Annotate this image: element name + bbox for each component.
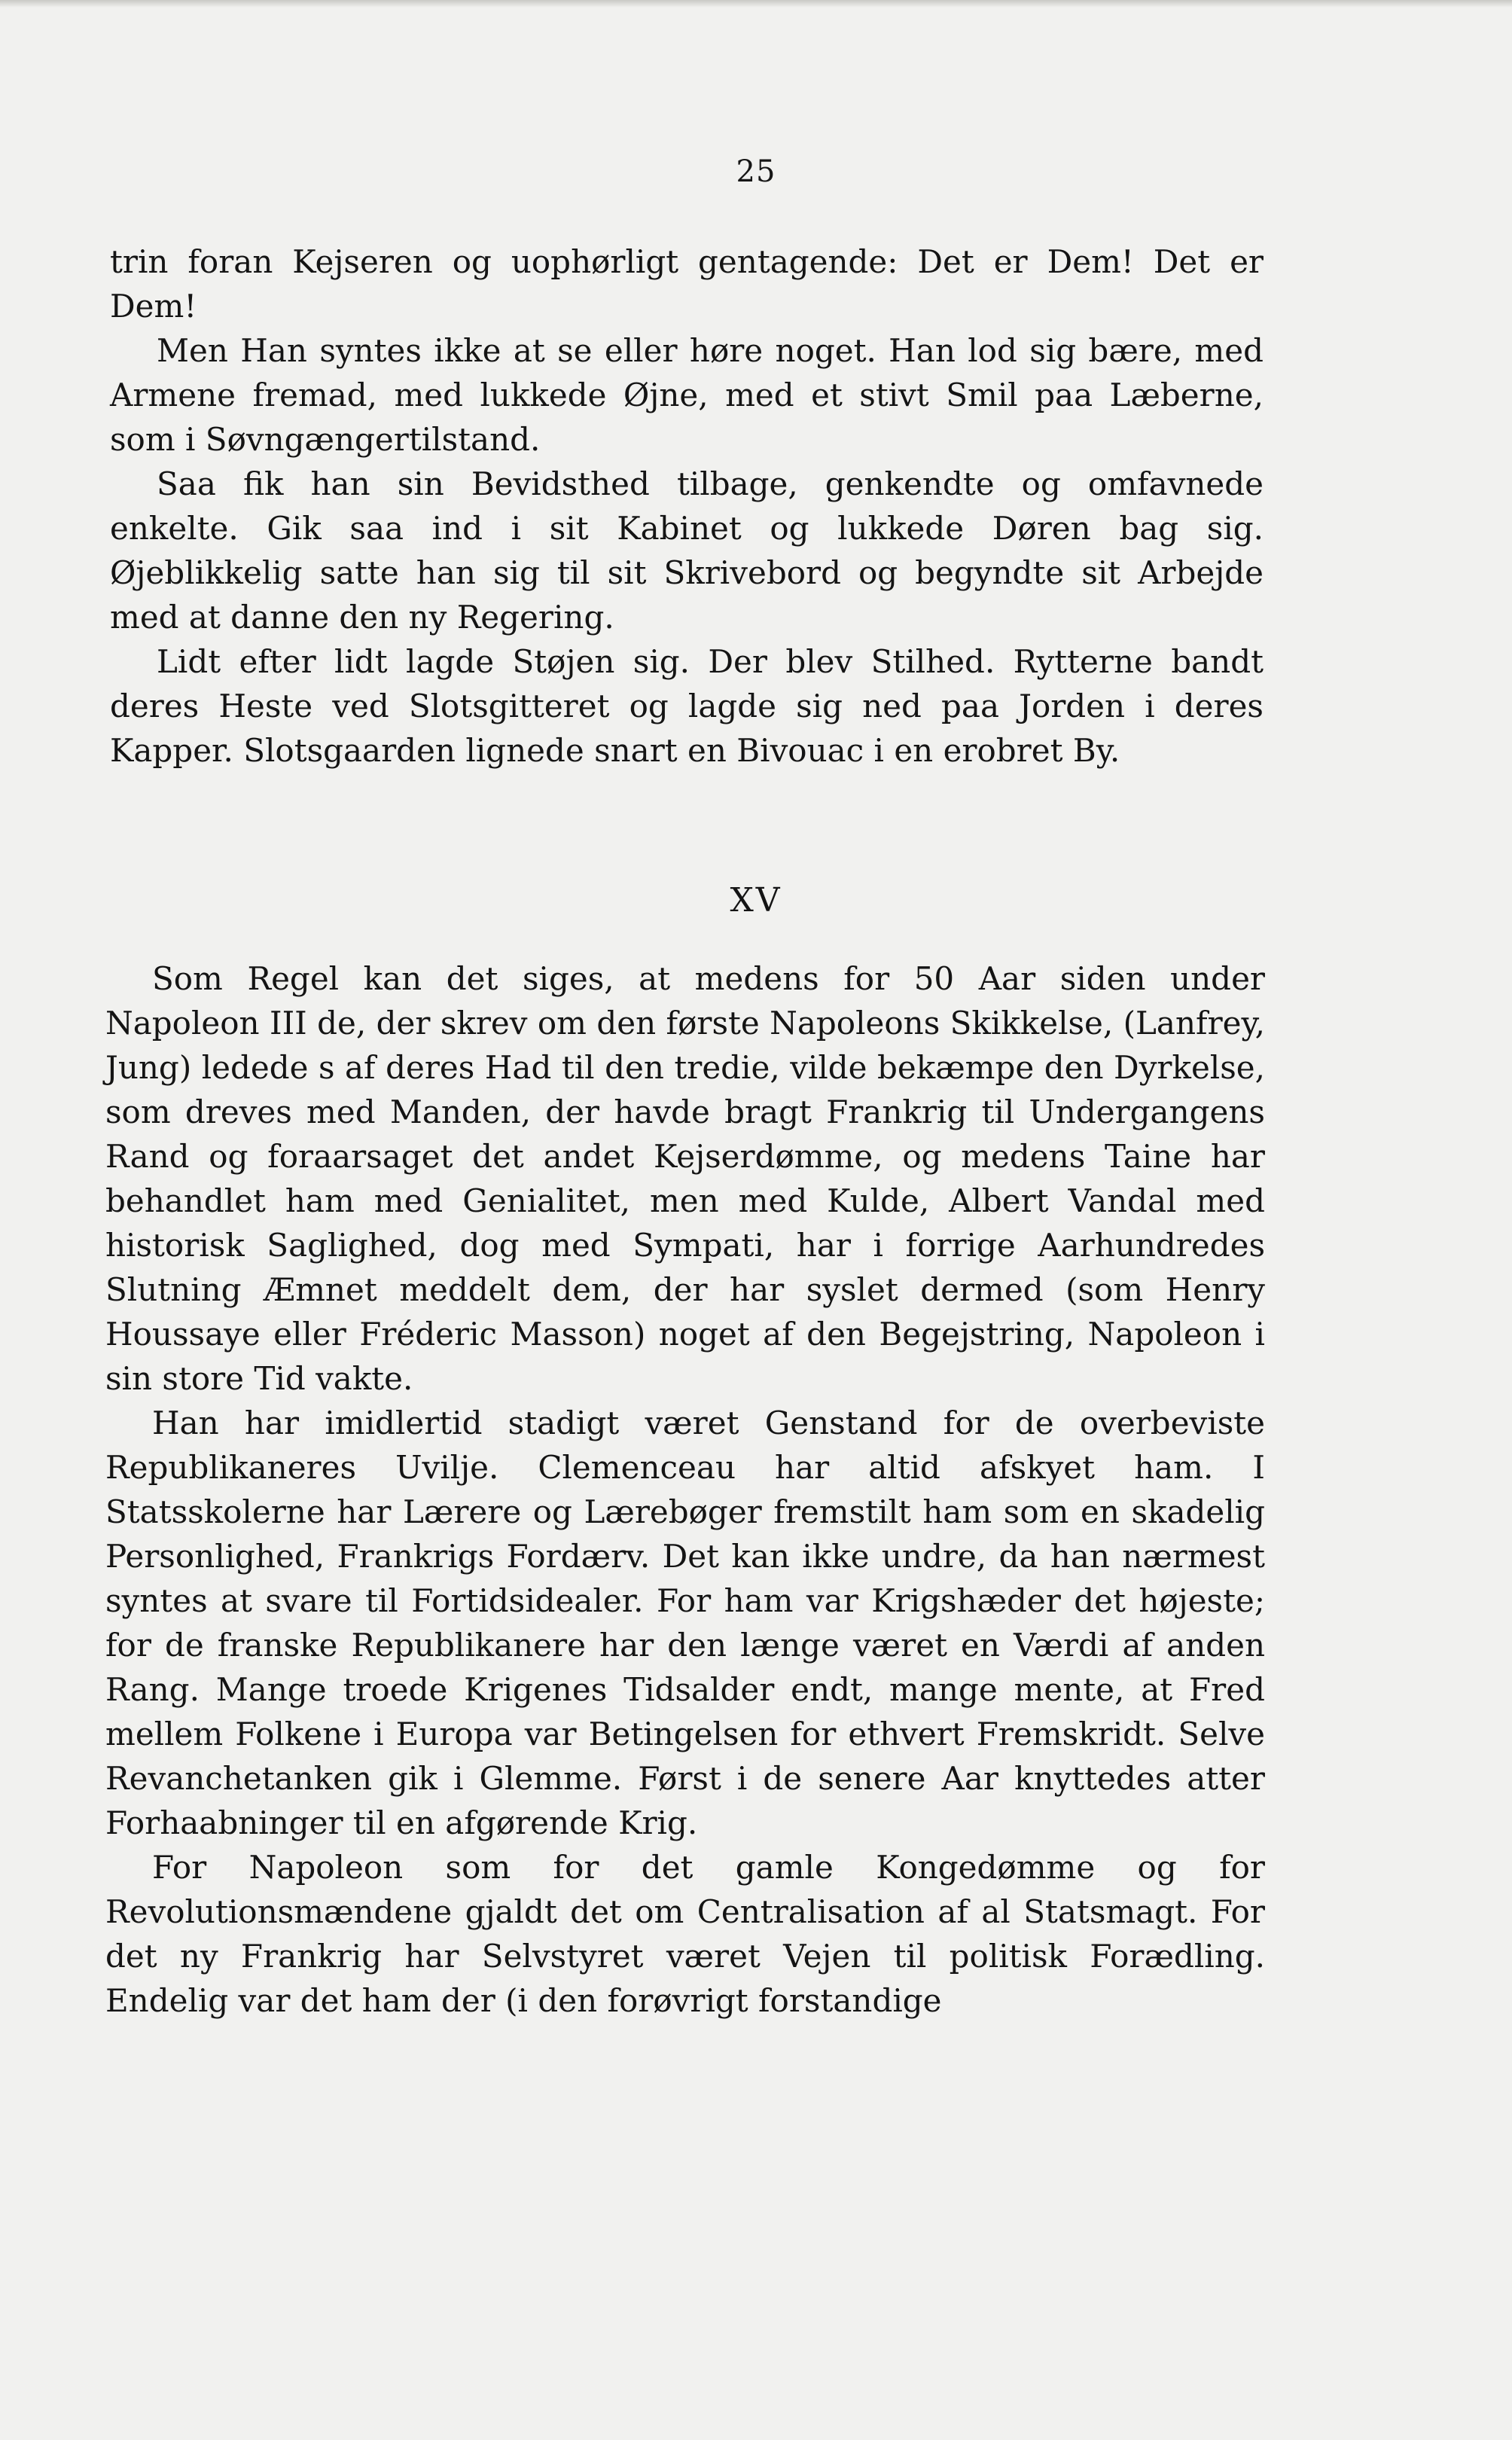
paragraph: Men Han syntes ikke at se eller høre noget. Han lod sig bære, med Armene fremad, med lukkede Øjne, med et stivt Smil paa Læberne, som i Søvngængertilstand. [110,332,1264,458]
text-block-top [110,239,1264,773]
paragraph: Han har imidlertid stadigt været Genstand for de overbeviste Republikaneres Uvilje. Clemenceau har altid afskyet ham. I Statsskolerne har Lærere og Lærebøger fremstilt ham som en skadelig Personlighed, Frankrigs Fordærv. Det kan ikke undre, da han nærmest syntes at svare til Fortidsidealer. For ham var Krigshæder det højeste; for de franske Republikanere har den længe været en Værdi af anden Rang. Mange troede Krigenes Tidsalder endt, mange mente, at Fred mellem Folkene i Europa var Betingelsen for ethvert Fremskridt. Selve Revanchetanken gik i Glemme. Først i de senere Aar knyttedes atter Forhaabninger til en afgørende Krig. [105,1405,1265,1841]
paragraph: Som Regel kan det siges, at medens for 50 Aar siden under Napoleon III de, der skrev om den første Napoleons Skikkelse, (Lanfrey, Jung) ledede s af deres Had til den tredie, vilde bekæmpe den Dyrkelse, som dreves med Manden, der havde bragt Frankrig til Undergangens Rand og foraarsaget det andet Kejserdømme, og medens Taine har behandlet ham med Genialitet, men med Kulde, Albert Vandal med historisk Saglighed, dog med Sympati, har i forrige Aarhundredes Slutning Æmnet meddelt dem, der har syslet dermed (som Henry Houssaye eller Fréderic Masson) noget af den Begejstring, Napoleon i sin store Tid vakte. [105,960,1265,1397]
page-number: 25 [736,154,776,189]
scan-edge-shadow [0,0,1512,8]
paragraph: For Napoleon som for det gamle Kongedømme og for Revolutionsmændene gjaldt det om Centralisation af al Statsmagt. For det ny Frankrig har Selvstyret været Vejen til politisk Forædling. Endelig var det ham der (i den forøvrigt forstandige [105,1849,1265,2019]
text-block-section-xv [105,956,1265,2023]
section-heading: XV [730,881,782,920]
paragraph: Lidt efter lidt lagde Støjen sig. Der blev Stilhed. Rytterne bandt deres Heste ved Slotsgitteret og lagde sig ned paa Jorden i deres Kapper. Slotsgaarden lignede snart en Bivouac i en erobret By. [110,643,1264,769]
paragraph: Saa fik han sin Bevidsthed tilbage, genkendte og omfavnede enkelte. Gik saa ind i sit Kabinet og lukkede Døren bag sig. Øjeblikkelig satte han sig til sit Skrivebord og begyndte sit Arbejde med at danne den ny Regering. [110,465,1264,636]
paragraph: trin foran Kejseren og uophørligt gentagende: Det er Dem! Det er Dem! [110,243,1264,325]
